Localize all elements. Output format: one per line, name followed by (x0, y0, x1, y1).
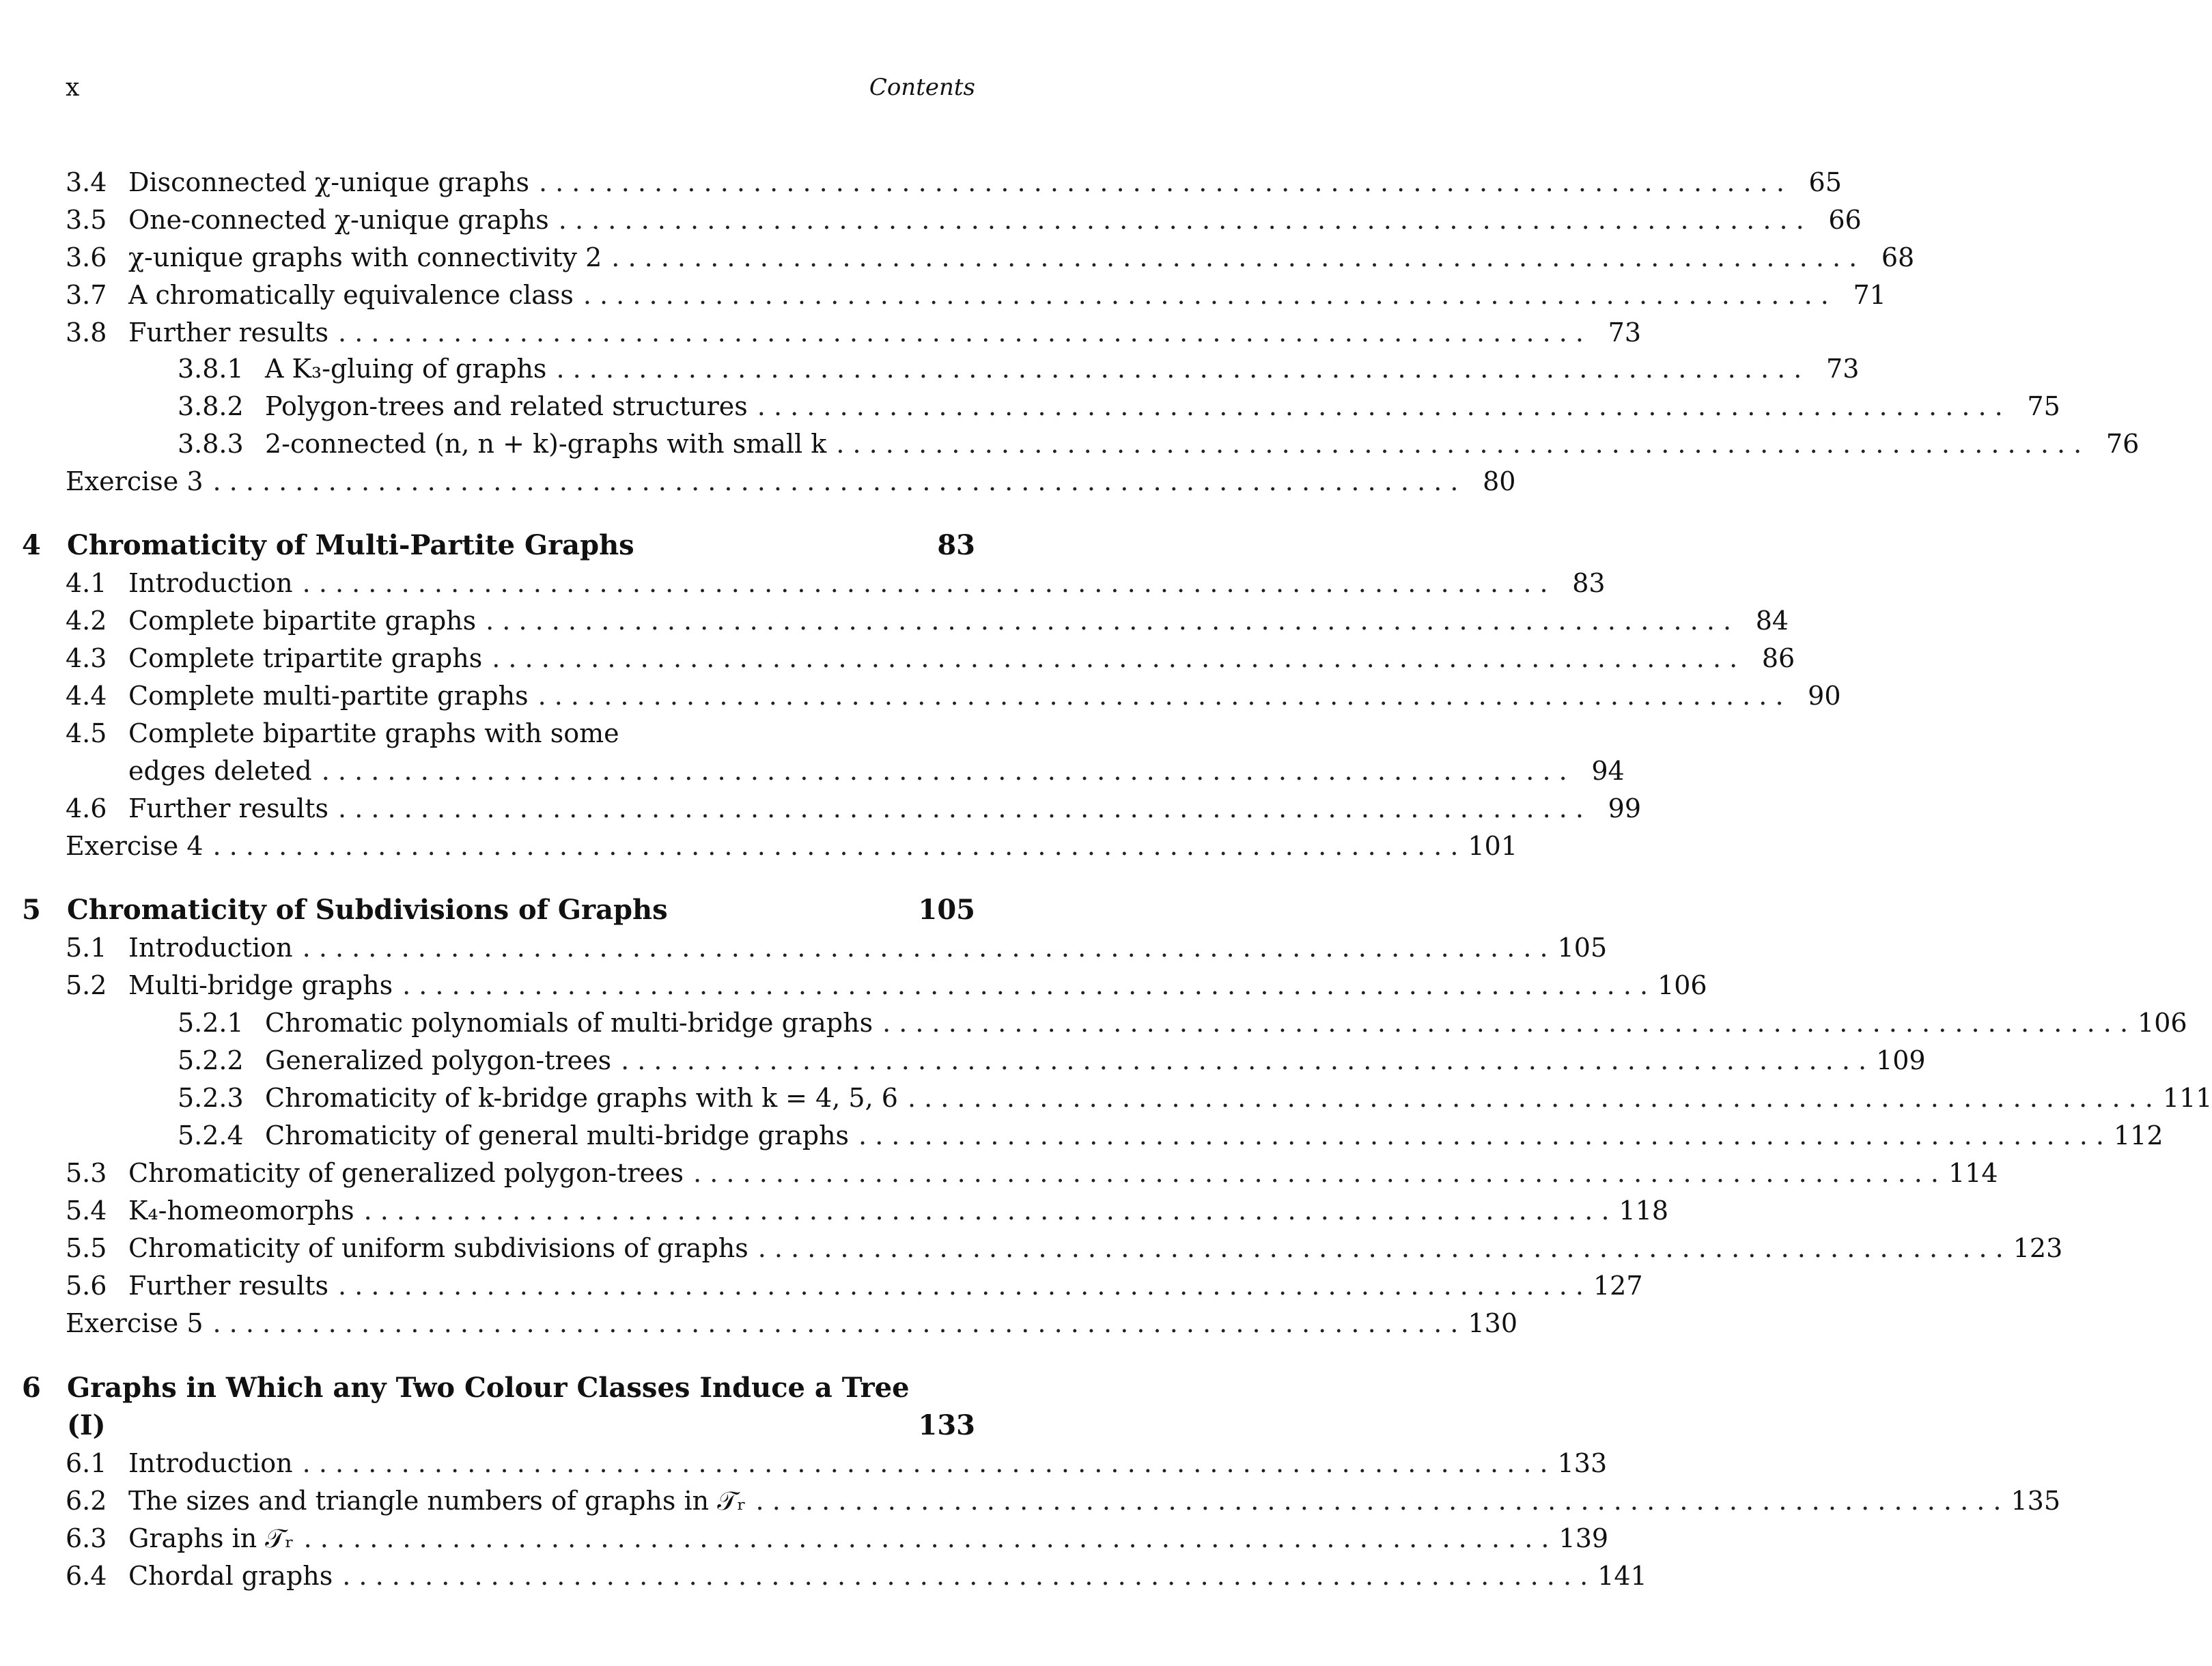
entry-number: 4.3 (66, 643, 107, 673)
dot-leader (322, 752, 1567, 789)
page-number: x (66, 74, 80, 102)
toc-entry[interactable] (66, 314, 1641, 351)
entry-page: 141 (1597, 1561, 1647, 1591)
entry-page: 99 (1608, 793, 1641, 823)
entry-page: 111 (2162, 1083, 2212, 1113)
dot-leader (559, 201, 1804, 238)
entry-title: Further results (128, 317, 329, 348)
dot-leader (338, 790, 1584, 827)
entry-number: 4.4 (66, 681, 107, 711)
chapter-entry[interactable] (22, 527, 976, 564)
dot-leader (338, 1267, 1584, 1304)
toc-entry[interactable] (66, 677, 1841, 714)
entry-number: 5.5 (66, 1233, 107, 1263)
entry-title: Polygon-trees and related structures (265, 391, 748, 421)
dot-leader (758, 1230, 2004, 1267)
chapter-entry[interactable] (22, 1370, 975, 1407)
dot-leader (908, 1079, 2153, 1116)
toc-entry[interactable] (66, 277, 1886, 313)
entry-page: 84 (1755, 606, 1789, 636)
entry-number: 6.2 (66, 1486, 107, 1516)
toc-entry[interactable] (66, 565, 1606, 602)
entry-page: 106 (1657, 970, 1707, 1000)
entry-title: Chromaticity of Subdivisions of Graphs (67, 894, 668, 926)
entry-number: 5.2 (66, 970, 107, 1000)
dot-leader (621, 1042, 1866, 1079)
entry-title: Chromaticity of uniform subdivisions of graphs (128, 1233, 748, 1263)
dot-leader (303, 565, 1548, 602)
entry-title: (I) (67, 1409, 106, 1441)
dot-leader (693, 1155, 1939, 1191)
chapter-entry[interactable] (66, 1407, 975, 1444)
toc-entry[interactable] (66, 1557, 1647, 1594)
entry-title: χ-unique graphs with connectivity 2 (128, 242, 602, 272)
entry-number: 4.1 (66, 568, 107, 598)
entry-title: Chromaticity of k-bridge graphs with k = 4, 5, 6 (265, 1083, 898, 1113)
toc-entry[interactable] (66, 350, 1860, 387)
entry-title: The sizes and triangle numbers of graphs in 𝒯ᵣ (128, 1486, 746, 1516)
entry-title: Graphs in 𝒯ᵣ (128, 1523, 294, 1553)
dot-leader (213, 463, 1459, 500)
dot-leader (492, 640, 1737, 677)
entry-number: 3.6 (66, 242, 107, 272)
entry-page: 73 (1608, 317, 1641, 348)
dot-leader (486, 602, 1731, 639)
entry-page: 65 (1808, 167, 1842, 197)
entry-title: Exercise 5 (66, 1308, 204, 1338)
toc-entry[interactable] (66, 239, 1915, 276)
entry-number: 5.2.2 (178, 1045, 244, 1075)
entry-number: 5.1 (66, 933, 107, 963)
dot-leader (539, 164, 1784, 201)
entry-number: 5.3 (66, 1158, 107, 1188)
toc-entry[interactable] (66, 1117, 2164, 1154)
toc-entry[interactable] (66, 929, 1608, 966)
toc-entry[interactable] (66, 1042, 1926, 1079)
dot-leader (402, 967, 1648, 1004)
entry-page: 105 (1557, 933, 1608, 963)
entry-number: 6.4 (66, 1561, 107, 1591)
entry-title: Exercise 4 (66, 831, 204, 861)
dot-leader (882, 1004, 2128, 1041)
entry-number: 5.6 (66, 1271, 107, 1301)
page-header (66, 74, 975, 104)
toc-entry[interactable] (66, 1267, 1643, 1304)
toc-entry[interactable] (66, 164, 1842, 201)
entry-title: Introduction (128, 568, 293, 598)
dot-leader (583, 277, 1829, 313)
entry-page: 135 (2011, 1486, 2061, 1516)
dot-leader (364, 1192, 1610, 1229)
entry-title: Generalized polygon-trees (265, 1045, 612, 1075)
running-title: Contents (869, 74, 975, 101)
entry-number: 5.2.1 (178, 1008, 244, 1038)
toc-entry[interactable] (66, 463, 1516, 500)
toc-entry[interactable] (66, 388, 2060, 425)
entry-number: 6 (22, 1372, 41, 1404)
entry-page: 68 (1881, 242, 1915, 272)
entry-title: Chromaticity of generalized polygon-trees (128, 1158, 684, 1188)
toc-entry[interactable] (66, 1520, 1609, 1557)
toc-entry[interactable] (66, 1445, 1608, 1482)
entry-number: 3.8 (66, 317, 107, 348)
dot-leader (304, 1520, 1550, 1557)
entry-page: 105 (918, 894, 975, 926)
toc-entry[interactable] (66, 1155, 1998, 1191)
entry-page: 127 (1593, 1271, 1643, 1301)
dot-leader (756, 1482, 2002, 1519)
toc-entry[interactable] (66, 715, 975, 752)
toc-entry[interactable] (66, 425, 2140, 462)
entry-title: Complete multi-partite graphs (128, 681, 529, 711)
entry-page: 66 (1828, 205, 1862, 235)
dot-leader (338, 314, 1584, 351)
entry-title: A K₃-gluing of graphs (265, 354, 547, 384)
entry-title: edges deleted (128, 756, 312, 786)
entry-page: 86 (1761, 643, 1795, 673)
entry-number: 5.2.4 (178, 1120, 244, 1150)
entry-title: Chromatic polynomials of multi-bridge graphs (265, 1008, 873, 1038)
entry-number: 4 (22, 529, 41, 561)
entry-page: 94 (1591, 756, 1625, 786)
toc-entry[interactable] (66, 1079, 2212, 1116)
entry-page: 101 (1468, 831, 1517, 861)
entry-number: 5 (22, 894, 41, 926)
entry-page: 71 (1853, 280, 1886, 310)
dot-leader (556, 350, 1802, 387)
entry-page: 106 (2138, 1008, 2187, 1038)
entry-page: 133 (918, 1409, 975, 1441)
entry-number: 4.6 (66, 793, 107, 823)
entry-title: Complete bipartite graphs (128, 606, 477, 636)
entry-title: Multi-bridge graphs (128, 970, 393, 1000)
entry-number: 3.7 (66, 280, 107, 310)
chapter-entry[interactable] (22, 892, 975, 929)
dot-leader (213, 1305, 1459, 1342)
toc-entry[interactable] (66, 967, 1707, 1004)
entry-number: 4.2 (66, 606, 107, 636)
entry-title: Introduction (128, 933, 293, 963)
entry-page: 112 (2114, 1120, 2164, 1150)
entry-title: Introduction (128, 1448, 293, 1478)
entry-number: 6.1 (66, 1448, 107, 1478)
entry-page: 123 (2013, 1233, 2063, 1263)
dot-leader (858, 1117, 2104, 1154)
toc-entry[interactable] (66, 1192, 1669, 1229)
entry-number: 5.4 (66, 1196, 107, 1226)
toc-entry[interactable] (66, 602, 1789, 639)
toc-entry[interactable] (66, 1230, 2063, 1267)
dot-leader (213, 828, 1459, 864)
entry-title: Disconnected χ-unique graphs (128, 167, 529, 197)
entry-title: Further results (128, 1271, 329, 1301)
entry-title: Chromaticity of general multi-bridge graphs (265, 1120, 850, 1150)
entry-page: 80 (1483, 466, 1516, 496)
toc-entry[interactable] (66, 1305, 1517, 1342)
entry-title: One-connected χ-unique graphs (128, 205, 549, 235)
entry-page: 114 (1948, 1158, 1998, 1188)
toc-entry[interactable] (66, 201, 1862, 238)
entry-title: A chromatically equivalence class (128, 280, 574, 310)
entry-page: 83 (1572, 568, 1606, 598)
entry-page: 139 (1558, 1523, 1609, 1553)
entry-number: 3.4 (66, 167, 107, 197)
entry-number: 4.5 (66, 718, 107, 748)
entry-page: 133 (1557, 1448, 1608, 1478)
entry-title: Complete bipartite graphs with some (128, 718, 619, 748)
dot-leader (611, 239, 1857, 276)
toc-entry[interactable] (66, 640, 1795, 677)
entry-number: 3.8.1 (178, 354, 244, 384)
entry-number: 3.8.2 (178, 391, 244, 421)
entry-title: Further results (128, 793, 329, 823)
dot-leader (342, 1557, 1588, 1594)
entry-page: 90 (1808, 681, 1841, 711)
dot-leader (303, 929, 1548, 966)
entry-title: Exercise 3 (66, 466, 204, 496)
entry-page: 73 (1826, 354, 1860, 384)
entry-title: Complete tripartite graphs (128, 643, 483, 673)
entry-page: 83 (937, 529, 976, 561)
dot-leader (757, 388, 2003, 425)
entry-title: Graphs in Which any Two Colour Classes Induce a Tree (67, 1372, 910, 1404)
entry-title: K₄-homeomorphs (128, 1196, 354, 1226)
entry-page: 130 (1468, 1308, 1517, 1338)
entry-number: 3.8.3 (178, 429, 244, 459)
toc-entry[interactable] (66, 1004, 2187, 1041)
entry-number: 6.3 (66, 1523, 107, 1553)
toc-entry[interactable] (66, 828, 1517, 864)
entry-page: 75 (2027, 391, 2060, 421)
dot-leader (836, 425, 2082, 462)
toc-entry[interactable] (66, 752, 1625, 789)
entry-number: 3.5 (66, 205, 107, 235)
entry-title: 2-connected (n, n + k)-graphs with small k (265, 429, 827, 459)
dot-leader (303, 1445, 1548, 1482)
entry-page: 76 (2105, 429, 2140, 459)
toc-entry[interactable] (66, 1482, 2061, 1519)
toc-entry[interactable] (66, 790, 1641, 827)
entry-page: 109 (1876, 1045, 1926, 1075)
entry-page: 118 (1619, 1196, 1669, 1226)
entry-title: Chordal graphs (128, 1561, 333, 1591)
entry-title: Chromaticity of Multi-Partite Graphs (67, 529, 634, 561)
dot-leader (538, 677, 1784, 714)
entry-number: 5.2.3 (178, 1083, 244, 1113)
